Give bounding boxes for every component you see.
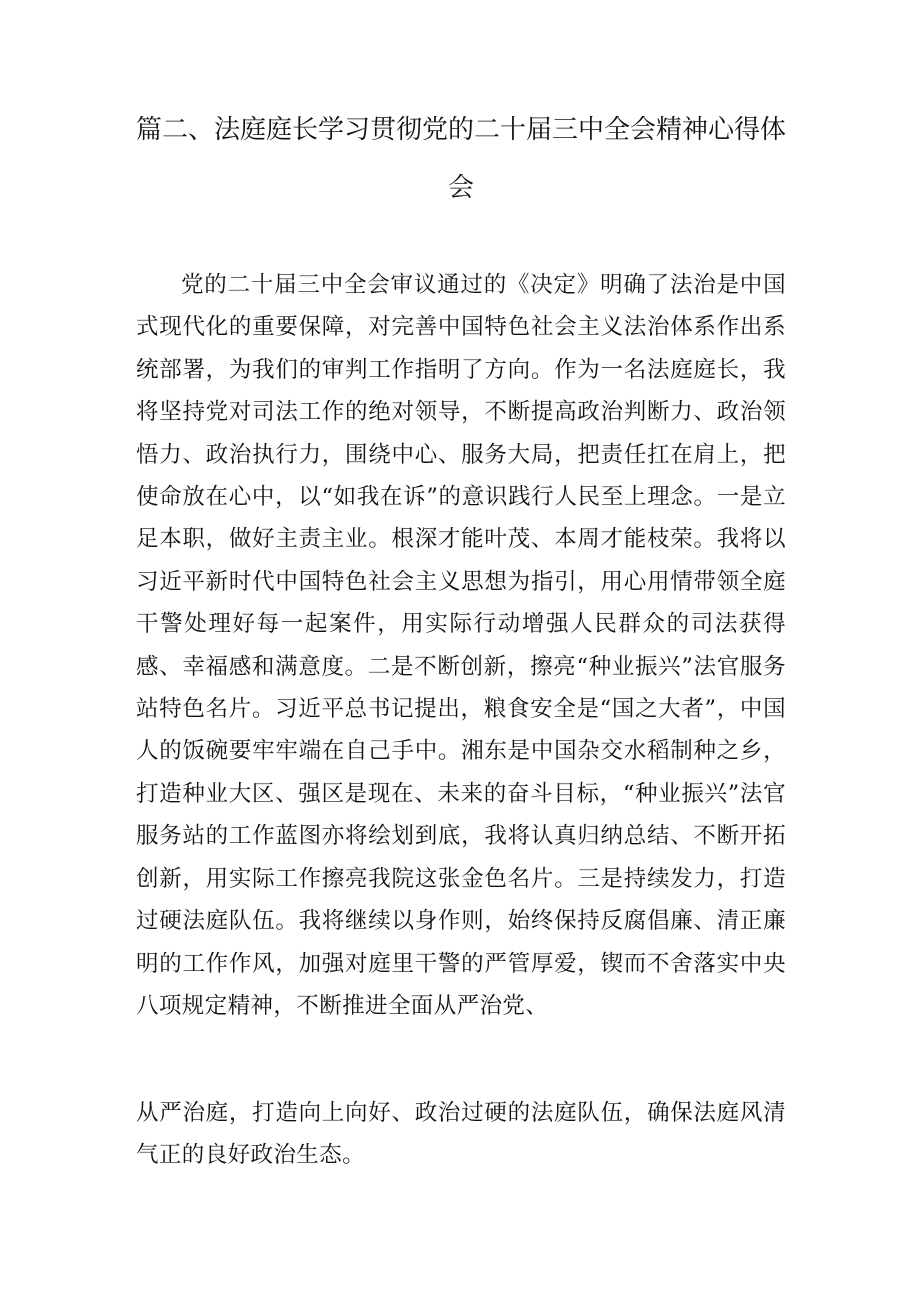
document-title-continuation: 会 xyxy=(447,173,474,203)
body-paragraph-1: 党的二十届三中全会审议通过的《决定》明确了法治是中国式现代化的重要保障，对完善中国特色社会主义法治体系作出系统部署，为我们的审判工作指明了方向。作为一名法庭庭长，我将坚持党对司法工作的绝对领导，不断提高政治判断力、政治领悟力、政治执行力，围绕中心、服务大局，把责任扛在肩上，把使命放在心中，以“如我在诉”的意识践行人民至上理念。一是立足本职，做好主责主业。根深才能叶茂、本周才能枝荣。我将以习近平新时代中国特色社会主义思想为指引，用心用情带领全庭干警处理好每一起案件，用实际行动增强人民群众的司法获得感、幸福感和满意度。二是不断创新，擦亮“种业振兴”法官服务站特色名片。习近平总书记提出，粮食安全是“国之大者”，中国人的饭碗要牢牢端在自己手中。湘东是中国杂交水稻制种之乡，打造种业大区、强区是现在、未来的奋斗目标，“种业振兴”法官服务站的工作蓝图亦将绘划到底，我将认真归纳总结、不断开拓创新，用实际工作擦亮我院这张金色名片。三是持续发力，打造过硬法庭队伍。我将继续以身作则，始终保持反腐倡廉、清正廉明的工作作风，加强对庭里干警的严管厚爱，锲而不舍落实中央八项规定精神，不断推进全面从严治党、 xyxy=(136,272,786,1019)
document-title: 篇二、法庭庭长学习贯彻党的二十届三中全会精神心得体 xyxy=(136,115,787,145)
body-paragraph-2: 从严治庭，打造向上向好、政治过硬的法庭队伍，确保法庭风清气正的良好政治生态。 xyxy=(136,1100,786,1169)
